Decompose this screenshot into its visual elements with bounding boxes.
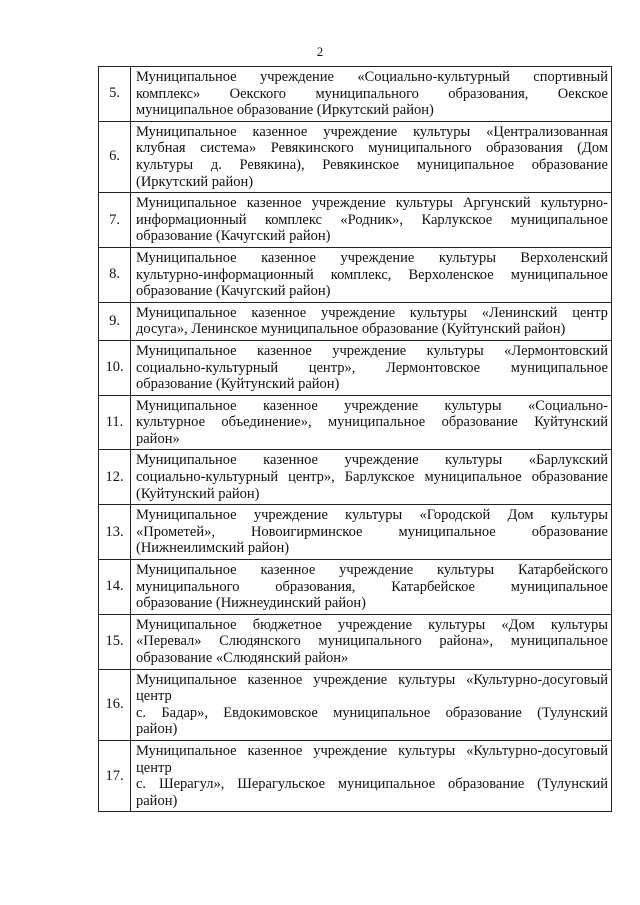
text-line	[136, 793, 608, 810]
word: учреждение	[344, 397, 419, 414]
table-row	[99, 740, 612, 811]
word: Аргунский	[462, 195, 531, 212]
table-row	[99, 193, 612, 248]
word: Муниципальное	[136, 195, 237, 212]
word: (Тулунский	[537, 776, 608, 793]
word: Куйтунский	[534, 414, 608, 431]
text-line	[136, 540, 608, 557]
word: Лермонтовское	[385, 359, 481, 376]
institution-description	[131, 669, 612, 740]
word: муниципальное	[510, 578, 608, 595]
word: учреждение	[344, 452, 419, 469]
word: «Перевал»	[136, 633, 202, 650]
text-line	[136, 414, 608, 431]
word: Верхоленское	[408, 266, 494, 283]
word: Бадар»,	[161, 704, 209, 721]
word: муниципального	[368, 140, 472, 157]
word: учреждение	[340, 249, 415, 266]
word: учреждение	[259, 69, 334, 85]
word: «Дом	[501, 616, 535, 633]
word: Дом	[507, 507, 534, 524]
institution-description	[131, 193, 612, 248]
word: культуры	[550, 507, 608, 524]
table-row	[99, 505, 612, 560]
word: (Куйтунский район)	[136, 485, 260, 502]
word: клубная	[136, 140, 186, 157]
word: Муниципальное	[136, 397, 237, 414]
word: культуры	[428, 616, 486, 633]
word: муниципальное	[510, 359, 608, 376]
word: учреждение	[337, 616, 412, 633]
word: муниципальное	[416, 156, 515, 173]
text-line	[136, 760, 608, 777]
word: Слюдянского	[219, 633, 301, 650]
word: Ревякинское	[322, 156, 400, 173]
word: система»	[200, 140, 257, 157]
word: образование (Куйтунский район)	[136, 376, 340, 393]
institution-description	[131, 302, 612, 340]
institution-description	[131, 67, 612, 122]
word: казенное	[247, 671, 303, 688]
word: комплекс,	[330, 266, 392, 283]
table-row	[99, 302, 612, 340]
word: объединение»,	[221, 414, 312, 431]
word: «Городской	[419, 507, 491, 524]
word: спортивный	[533, 69, 608, 85]
word: район)	[136, 792, 178, 809]
text-line	[136, 195, 608, 212]
text-line	[136, 595, 608, 612]
text-line	[136, 579, 608, 596]
word: Новоигирминское	[250, 523, 363, 540]
word: муниципальное	[510, 633, 608, 650]
word: с.	[136, 704, 147, 721]
row-number: 11.	[99, 395, 131, 450]
word: муниципальное	[398, 523, 496, 540]
word: Евдокимовское	[223, 704, 318, 721]
institution-description	[131, 740, 612, 811]
word: культуры	[398, 742, 456, 759]
word: муниципальное	[337, 776, 436, 793]
text-line	[136, 86, 608, 103]
word: учреждение	[313, 671, 388, 688]
word: культуры	[438, 249, 496, 266]
word: (Иркутский район)	[136, 173, 254, 190]
word: Оекское	[557, 85, 608, 102]
word: муниципальное	[510, 211, 608, 228]
table-row	[99, 340, 612, 395]
word: учреждение	[311, 195, 386, 212]
word: учреждение	[321, 304, 396, 321]
word: муниципальное образование (Иркутский район)	[136, 102, 434, 119]
word: центр	[136, 759, 172, 776]
text-line	[136, 633, 608, 650]
word: культуры	[550, 616, 608, 633]
word: муниципального	[136, 578, 240, 595]
word: Оекского	[229, 85, 287, 102]
table-row	[99, 450, 612, 505]
institution-description	[131, 121, 612, 192]
word: с.	[136, 776, 147, 793]
text-line	[136, 524, 608, 541]
word: учреждение	[253, 507, 328, 524]
row-number: 9.	[99, 302, 131, 340]
word: Катарбейское	[391, 578, 475, 595]
institution-description	[131, 505, 612, 560]
text-line	[136, 743, 608, 760]
word: культуры	[345, 507, 403, 524]
word: «Социально-культурный	[357, 69, 510, 85]
text-line	[136, 507, 608, 524]
word: муниципальное	[510, 266, 608, 283]
word: центр	[136, 688, 172, 705]
word: район)	[136, 721, 178, 738]
row-number: 16.	[99, 669, 131, 740]
row-number: 12.	[99, 450, 131, 505]
word: образование	[445, 704, 522, 721]
text-line	[136, 672, 608, 689]
word: муниципальное	[333, 704, 431, 721]
word: культуры	[426, 342, 484, 359]
word: казенное	[257, 342, 312, 359]
word: образования	[486, 140, 563, 157]
text-line	[136, 69, 608, 86]
word: бюджетное	[252, 616, 322, 633]
word: Катарбейского	[518, 562, 608, 579]
text-line	[136, 212, 608, 229]
word: «Культурно-досуговый	[466, 742, 608, 759]
word: культуры	[398, 671, 456, 688]
word: культурное	[136, 414, 206, 431]
word: образование	[531, 469, 608, 486]
word: образование (Качугский район)	[136, 228, 331, 245]
word: казенное	[252, 123, 308, 140]
word: образование	[531, 523, 608, 540]
word: комплекс	[264, 211, 322, 228]
text-line	[136, 617, 608, 634]
word: образование	[441, 414, 518, 431]
text-line	[136, 360, 608, 377]
text-line	[136, 688, 608, 705]
word: культурно-информационный	[136, 266, 314, 283]
row-number: 8.	[99, 247, 131, 302]
word: центр»,	[308, 359, 356, 376]
row-number: 14.	[99, 560, 131, 615]
word: казенное	[251, 304, 307, 321]
word: культуры	[395, 195, 453, 212]
word: Ревякинского	[270, 140, 354, 157]
institutions-table-body	[99, 67, 612, 812]
text-line	[136, 721, 608, 738]
word: Муниципальное	[136, 671, 237, 688]
row-number: 5.	[99, 67, 131, 122]
row-number: 13.	[99, 505, 131, 560]
text-line	[136, 305, 608, 322]
word: социально-культурный	[136, 359, 279, 376]
word: Муниципальное	[136, 562, 237, 579]
word: казенное	[247, 742, 303, 759]
word: образование	[448, 776, 525, 793]
word: информационный	[136, 211, 247, 228]
word: образование	[531, 156, 608, 173]
text-line	[136, 376, 608, 393]
text-line	[136, 486, 608, 503]
word: Шерагульское	[237, 776, 325, 793]
text-line	[136, 398, 608, 415]
word: Муниципальное	[136, 342, 237, 359]
word: Муниципальное	[136, 69, 237, 85]
table-row	[99, 67, 612, 122]
word: район»	[136, 430, 180, 447]
text-line	[136, 102, 608, 119]
word: муниципального	[315, 85, 419, 102]
institution-description	[131, 395, 612, 450]
text-line	[136, 650, 608, 667]
text-line	[136, 705, 608, 722]
table-row	[99, 395, 612, 450]
word: казенное	[263, 452, 318, 469]
word: д.	[210, 156, 222, 173]
word: «Социально-	[528, 397, 608, 414]
table-row	[99, 121, 612, 192]
text-line	[136, 140, 608, 157]
text-line	[136, 283, 608, 300]
institution-description	[131, 340, 612, 395]
text-line	[136, 431, 608, 448]
institution-description	[131, 450, 612, 505]
text-line	[136, 452, 608, 469]
text-line	[136, 469, 608, 486]
word: образование «Слюдянский район»	[136, 650, 349, 666]
row-number: 10.	[99, 340, 131, 395]
text-line	[136, 228, 608, 245]
institution-description	[131, 614, 612, 669]
row-number: 15.	[99, 614, 131, 669]
word: казенное	[262, 397, 318, 414]
word: Верхоленский	[520, 249, 608, 266]
table-row	[99, 614, 612, 669]
text-line	[136, 174, 608, 191]
word: учреждение	[339, 562, 414, 579]
table-row	[99, 669, 612, 740]
word: муниципального	[318, 633, 422, 650]
word: «Ленинский	[481, 304, 558, 321]
word: «Барлукский	[528, 452, 608, 469]
word: Карлукское	[421, 211, 493, 228]
row-number: 17.	[99, 740, 131, 811]
word: Муниципальное	[136, 249, 237, 266]
text-line	[136, 776, 608, 793]
word: района»,	[439, 633, 494, 650]
word: социально-культурный	[136, 469, 279, 486]
word: муниципальное	[327, 414, 426, 431]
word: центр»,	[288, 469, 335, 486]
word: культуры	[136, 156, 194, 173]
word: учреждение	[313, 742, 388, 759]
word: культуры	[445, 452, 503, 469]
word: казенное	[260, 562, 316, 579]
word: Муниципальное	[136, 507, 237, 524]
word: учреждение	[332, 342, 407, 359]
word: «Лермонтовский	[504, 342, 608, 359]
word: казенное	[246, 195, 302, 212]
word: культуры	[437, 562, 495, 579]
text-line	[136, 124, 608, 141]
text-line	[136, 250, 608, 267]
word: Муниципальное	[136, 452, 237, 469]
word: (Нижнеилимский район)	[136, 540, 290, 557]
word: Муниципальное	[136, 742, 237, 759]
word: культуры	[409, 304, 467, 321]
word: «Централизованная	[486, 123, 608, 140]
institutions-table	[98, 66, 612, 812]
word: учреждение	[323, 123, 398, 140]
word: образования,	[448, 85, 529, 102]
word: центр	[572, 304, 608, 321]
text-line	[136, 343, 608, 360]
institution-description	[131, 560, 612, 615]
word: культуры	[444, 397, 502, 414]
word: «Культурно-досуговый	[466, 671, 608, 688]
word: культурно-	[540, 195, 608, 212]
word: (Тулунский	[537, 704, 608, 721]
text-line	[136, 267, 608, 284]
text-line	[136, 321, 608, 338]
table-row	[99, 560, 612, 615]
word: образование (Качугский район)	[136, 283, 331, 300]
word: Барлукское	[344, 469, 415, 486]
institution-description	[131, 247, 612, 302]
word: «Прометей»,	[136, 523, 215, 540]
row-number: 7.	[99, 193, 131, 248]
word: Муниципальное	[136, 123, 237, 140]
word: «Родник»,	[340, 211, 404, 228]
word: казенное	[261, 249, 316, 266]
word: образование (Нижнеудинский район)	[136, 595, 366, 612]
word: комплекс»	[136, 85, 201, 102]
word: муниципальное	[424, 469, 522, 486]
table-row	[99, 247, 612, 302]
word: Муниципальное	[136, 304, 237, 321]
word: Шерагул»,	[158, 776, 225, 793]
row-number: 6.	[99, 121, 131, 192]
word: досуга», Ленинское муниципальное образование (Куйтунский район)	[136, 321, 566, 338]
page-number: 2	[316, 44, 324, 59]
word: образования,	[275, 578, 356, 595]
word: Муниципальное	[136, 616, 237, 633]
text-line	[136, 562, 608, 579]
word: Ревякина),	[239, 156, 305, 173]
word: культуры	[413, 123, 471, 140]
text-line	[136, 157, 608, 174]
word: (Дом	[577, 140, 608, 157]
